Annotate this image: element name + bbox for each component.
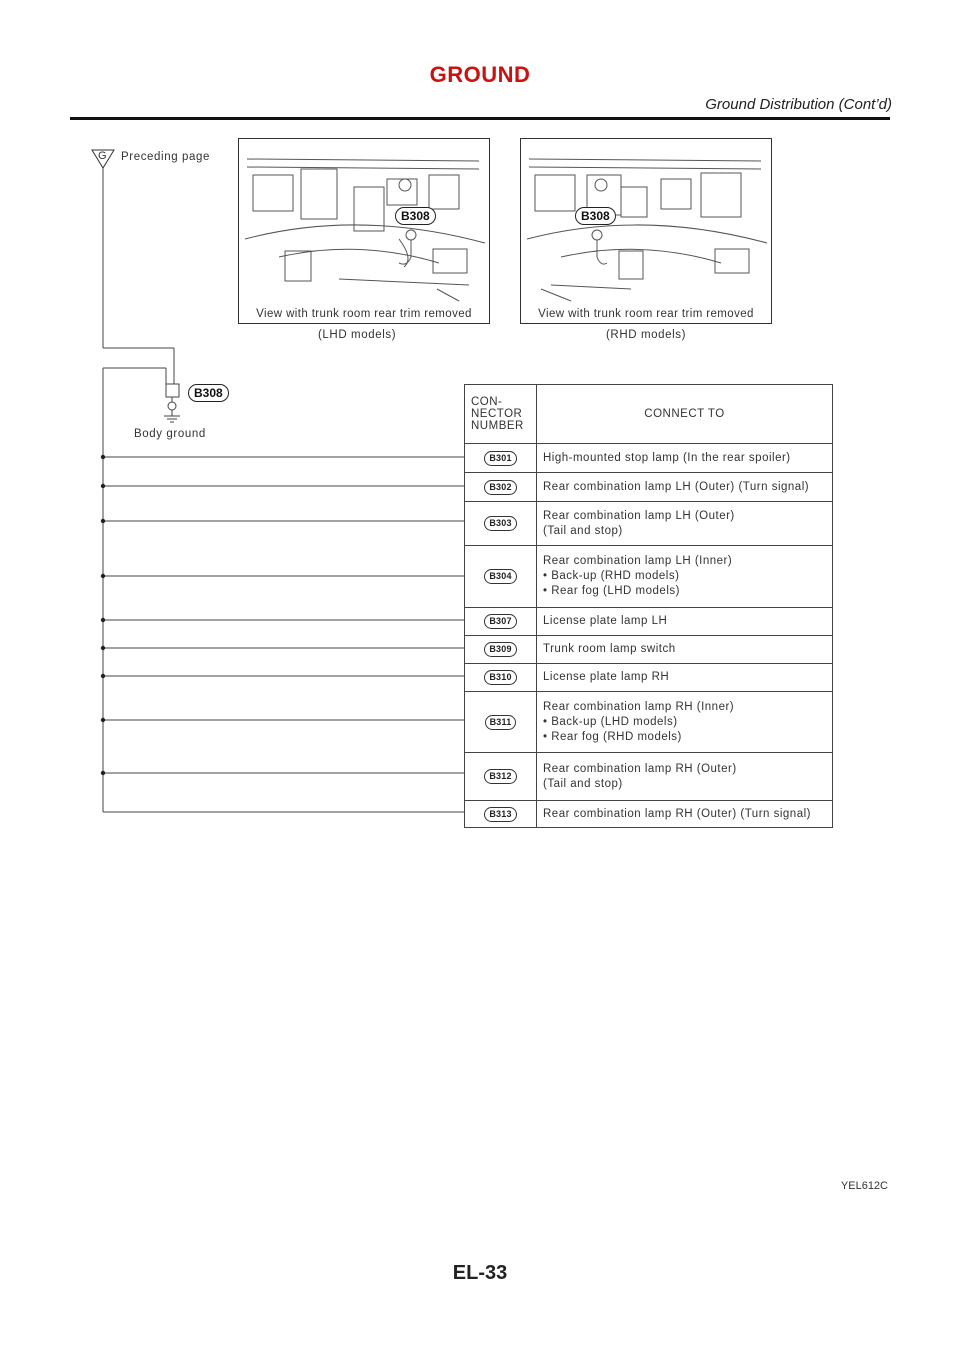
ground-connector-badge: B308	[188, 384, 229, 402]
figure-code: YEL612C	[840, 1180, 888, 1192]
connector-cell	[465, 444, 537, 473]
preceding-page-label: Preceding page	[121, 151, 210, 163]
preceding-marker-letter: G	[98, 150, 107, 162]
connector-badge: B310	[484, 670, 516, 685]
table-row	[465, 546, 833, 608]
trunk-illustration-lhd	[239, 139, 489, 304]
connector-badge: B304	[484, 569, 516, 584]
description-cell: Rear combination lamp LH (Outer) (Tail and stop)	[537, 502, 833, 546]
connector-cell	[465, 636, 537, 664]
table-header-row	[465, 385, 833, 444]
connector-badge: B309	[484, 642, 516, 657]
lhd-b308-badge: B308	[395, 207, 436, 225]
description-cell: Rear combination lamp LH (Inner) • Back-up (RHD models) • Rear fog (LHD models)	[537, 546, 833, 608]
table-row	[465, 664, 833, 692]
connector-badge: B303	[484, 516, 516, 531]
connector-badge: B307	[484, 614, 516, 629]
header-connect-to: CONNECT TO	[537, 385, 833, 444]
connector-badge: B311	[485, 715, 517, 730]
connector-badge: B302	[484, 480, 516, 495]
page-subtitle: Ground Distribution (Cont’d)	[705, 96, 892, 113]
connector-cell	[465, 502, 537, 546]
connector-badge: B301	[484, 451, 516, 466]
lhd-models-label: (LHD models)	[318, 329, 397, 341]
table-row	[465, 444, 833, 473]
page-number: EL-33	[452, 1262, 508, 1284]
connector-cell	[465, 692, 537, 753]
connector-cell	[465, 546, 537, 608]
connector-cell	[465, 608, 537, 636]
description-cell: Rear combination lamp LH (Outer) (Turn signal)	[537, 473, 833, 502]
connector-badge: B313	[484, 807, 516, 822]
lhd-illustration-panel	[238, 138, 490, 324]
description-cell: Rear combination lamp RH (Outer) (Tail and stop)	[537, 753, 833, 801]
body-ground-label: Body ground	[134, 428, 206, 440]
description-cell: High-mounted stop lamp (In the rear spoiler)	[537, 444, 833, 473]
table-row	[465, 608, 833, 636]
description-cell: License plate lamp LH	[537, 608, 833, 636]
table-row	[465, 753, 833, 801]
connector-cell	[465, 753, 537, 801]
rhd-models-label: (RHD models)	[606, 329, 687, 341]
table-row	[465, 692, 833, 753]
page-title: GROUND	[429, 62, 531, 87]
rhd-b308-badge: B308	[575, 207, 616, 225]
connector-cell	[465, 664, 537, 692]
table-row	[465, 473, 833, 502]
description-cell: Rear combination lamp RH (Inner) • Back-up (LHD models) • Rear fog (RHD models)	[537, 692, 833, 753]
connector-cell	[465, 801, 537, 828]
table-row	[465, 636, 833, 664]
description-cell: License plate lamp RH	[537, 664, 833, 692]
table-row	[465, 502, 833, 546]
rhd-illustration-panel	[520, 138, 772, 324]
header-connector-number: CON- NECTOR NUMBER	[465, 385, 537, 444]
lhd-panel-caption: View with trunk room rear trim removed	[256, 308, 472, 320]
description-cell: Trunk room lamp switch	[537, 636, 833, 664]
connector-table	[464, 384, 833, 828]
connector-cell	[465, 473, 537, 502]
rhd-panel-caption: View with trunk room rear trim removed	[538, 308, 754, 320]
table-row	[465, 801, 833, 828]
description-cell: Rear combination lamp RH (Outer) (Turn signal)	[537, 801, 833, 828]
trunk-illustration-rhd	[521, 139, 771, 304]
connector-badge: B312	[484, 769, 516, 784]
